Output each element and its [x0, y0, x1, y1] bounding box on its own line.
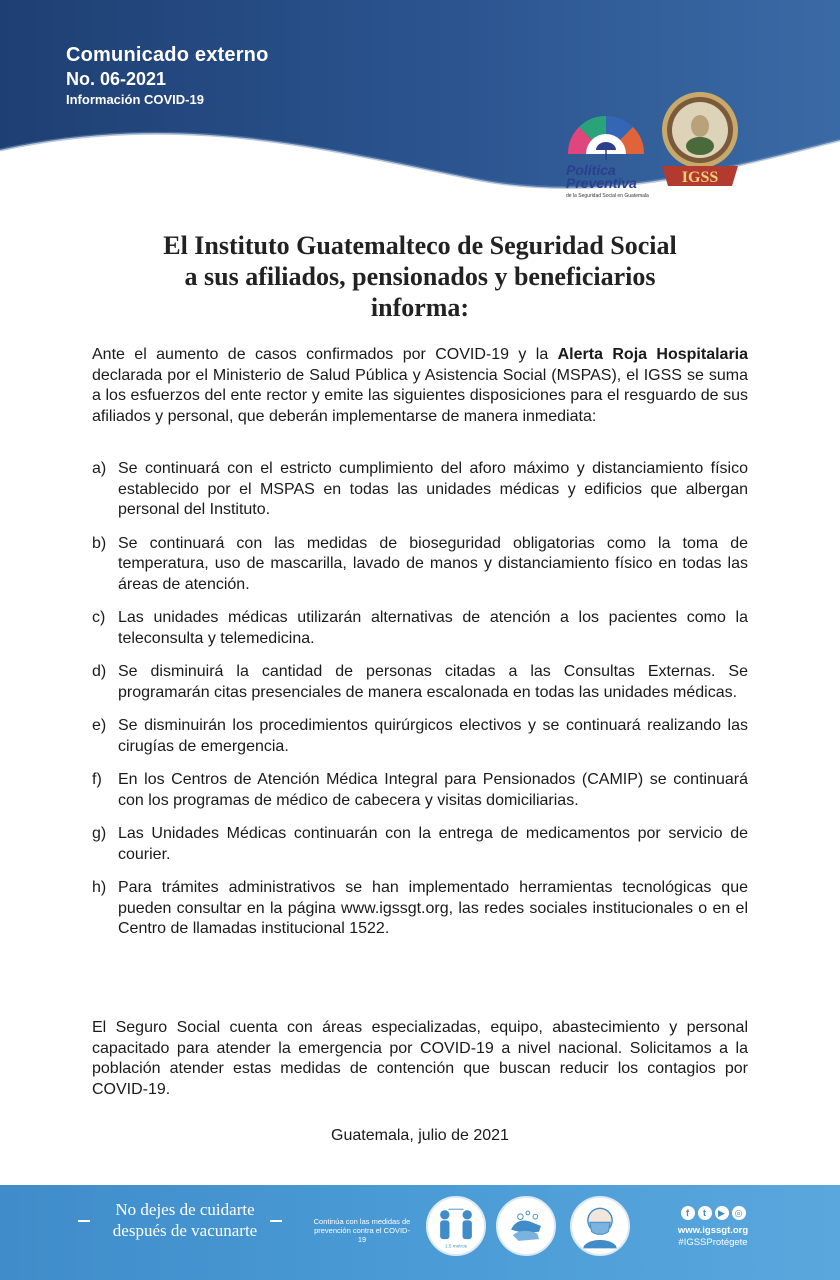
- list-item: [92, 459, 748, 521]
- list-item: [92, 878, 748, 940]
- slogan-line-1: No dejes de cuidarte: [115, 1200, 255, 1219]
- slogan-line-left: [78, 1220, 90, 1222]
- social-block: [668, 1206, 758, 1248]
- list-item-text: Se disminuirá la cantidad de personas citadas a las Consultas Externas. Se programarán citas presenciales de manera escalonada en todas las unidades médicas.: [118, 663, 748, 701]
- footer-slogan: [90, 1199, 280, 1241]
- list-item-text: Se disminuirán los procedimientos quirúrgicos electivos y se continuará realizando las cirugías de emergencia.: [118, 717, 748, 755]
- intro-text-1: Ante el aumento de casos confirmados por COVID-19 y la: [92, 346, 558, 363]
- list-item-text: Se continuará con las medidas de bioseguridad obligatorias como la toma de temperatura, uso de mascarilla, lavado de manos y distanciamiento físico en todas las áreas de atención.: [118, 534, 748, 593]
- document-title: [100, 230, 740, 323]
- website-link[interactable]: www.igssgt.org: [677, 1225, 749, 1236]
- header-title: Comunicado externo: [66, 44, 269, 66]
- slogan-line-2: después de vacunarte: [112, 1221, 258, 1240]
- politica-subtitle: de la Seguridad Social en Guatemala: [566, 193, 649, 199]
- politica-preventiva-text: [566, 164, 666, 199]
- list-item: [92, 534, 748, 596]
- politica-title-2: Preventiva: [566, 175, 637, 191]
- list-item-label: h): [92, 879, 107, 896]
- list-item-label: c): [92, 609, 106, 626]
- prevention-text: Continúa con las medidas de prevención contra el COVID-19: [313, 1217, 411, 1244]
- list-item: [92, 824, 748, 865]
- title-line-2: a sus afiliados, pensionados y beneficiarios: [184, 262, 656, 291]
- title-line-3: informa:: [370, 293, 470, 322]
- instagram-icon[interactable]: ◎: [732, 1206, 746, 1220]
- list-item: [92, 608, 748, 649]
- place-date: Guatemala, julio de 2021: [331, 1127, 509, 1144]
- list-item-text: Se continuará con el estricto cumplimiento del aforo máximo y distanciamiento físico establecido por el MSPAS en todas las unidades médicas y edificios que albergan personal del Instituto.: [118, 460, 748, 518]
- list-item-label: a): [92, 460, 107, 477]
- footer-banner: [0, 1185, 840, 1280]
- list-item: [92, 662, 748, 703]
- twitter-icon[interactable]: t: [698, 1206, 712, 1220]
- closing-paragraph: El Seguro Social cuenta con áreas especializadas, equipo, abastecimiento y personal capacitado para atender la emergencia por COVID-19 a nivel nacional. Solicitamos a la población atender estas medidas de contención que buscan reducir los contagios por COVID-19.: [92, 1019, 748, 1098]
- header-text: [66, 44, 269, 107]
- list-item-label: g): [92, 825, 107, 842]
- list-item: [92, 770, 748, 811]
- list-item-text: Para trámites administrativos se han implementado herramientas tecnológicas que pueden consultar en la página www.igssgt.org, las redes sociales institucionales o en el Centro de llamadas institucional 1522.: [118, 879, 748, 937]
- social-icons: [668, 1206, 758, 1220]
- intro-paragraph: [92, 345, 748, 427]
- intro-text-2: declarada por el Ministerio de Salud Pública y Asistencia Social (MSPAS), el IGSS se suma a los esfuerzos del ente rector y emite las siguientes disposiciones para el resguardo de sus afiliados y personal, que deberán implementarse de manera inmediata:: [92, 366, 748, 425]
- list-item-label: e): [92, 717, 107, 734]
- header-number: No. 06-2021: [66, 69, 167, 89]
- hashtag: #IGSSProtégete: [678, 1237, 748, 1248]
- list-item: [92, 716, 748, 757]
- dispositions-list: [92, 459, 748, 953]
- politica-title-1: Política: [566, 162, 616, 178]
- distance-label: 1.5 metros: [445, 1243, 467, 1249]
- igss-logo-text: IGSS: [681, 169, 719, 186]
- handwashing-icon: [496, 1196, 556, 1256]
- face-mask-icon: [570, 1196, 630, 1256]
- list-item-text: En los Centros de Atención Médica Integral para Pensionados (CAMIP) se continuará con los programas de médico de cabecera y visitas domiciliarias.: [118, 771, 748, 809]
- list-item-text: Las Unidades Médicas continuarán con la entrega de medicamentos por servicio de courier.: [118, 825, 748, 863]
- list-item-label: f): [92, 771, 102, 788]
- facebook-icon[interactable]: f: [681, 1206, 695, 1220]
- list-item-label: d): [92, 663, 107, 680]
- intro-bold-text: Alerta Roja Hospitalaria: [557, 346, 749, 363]
- distance-icon: [426, 1196, 486, 1256]
- title-line-1: El Instituto Guatemalteco de Seguridad Social: [163, 231, 677, 260]
- igss-logo: [654, 86, 746, 198]
- list-item-label: b): [92, 534, 107, 552]
- youtube-icon[interactable]: ▶: [715, 1206, 729, 1220]
- header-subtitle: Información COVID-19: [66, 92, 204, 107]
- list-item-text: Las unidades médicas utilizarán alternativas de atención a los pacientes como la teleconsulta y telemedicina.: [118, 609, 748, 647]
